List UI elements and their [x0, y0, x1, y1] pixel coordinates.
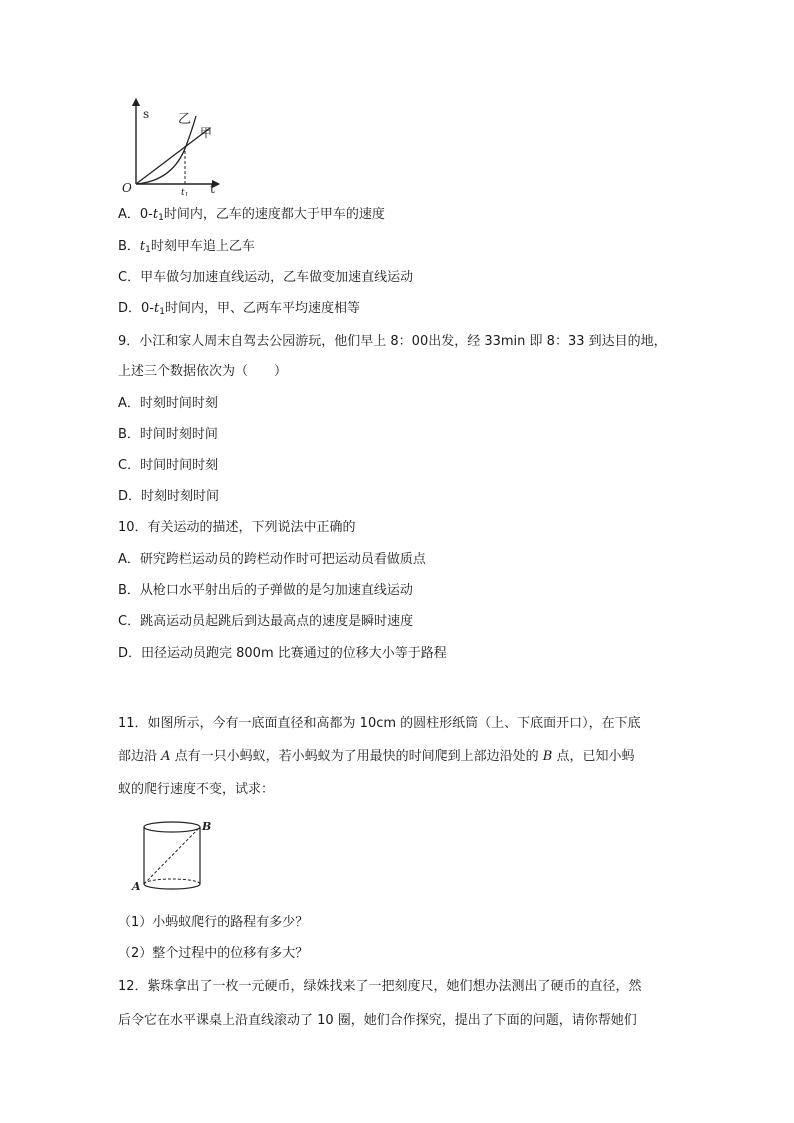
q10-option-a: A．研究跨栏运动员的跨栏动作时可把运动员看做质点	[118, 552, 426, 567]
q10-stem: 10．有关运动的描述，下列说法中正确的	[118, 520, 356, 535]
s-label: s	[143, 107, 150, 121]
q10-option-b: B．从枪口水平射出后的子弹做的是匀加速直线运动	[118, 583, 413, 598]
q11-stem-line-2: 部边沿 A 点有一只小蚂蚁，若小蚂蚁为了用最快的时间爬到上部边沿处的 B 点，已知小蚂	[118, 749, 635, 764]
cylinder-top	[144, 822, 200, 832]
q12-stem-line-2: 后令它在水平课桌上沿直线滚动了 10 圈，她们合作探究，提出了下面的问题，请你帮她们	[118, 1013, 637, 1028]
q10-option-d: D．田径运动员跑完 800m 比赛通过的位移大小等于路程	[118, 646, 447, 661]
q10-option-c: C．跳高运动员起跳后到达最高点的速度是瞬时速度	[118, 614, 414, 629]
cylinder-bottom-back	[144, 879, 200, 884]
q8-option-d: D．$0-t_1$时间内，甲、乙两车平均速度相等	[118, 301, 360, 317]
cylinder-figure	[128, 818, 228, 898]
q8-option-a: A．$0-t_1$时间内，乙车的速度都大于甲车的速度	[118, 207, 385, 223]
q9-option-c: C．时间时间时刻	[118, 458, 219, 473]
cylinder-bottom-front	[144, 884, 200, 889]
origin-label: O	[122, 181, 132, 195]
yi-label: 乙	[178, 112, 192, 127]
q8-option-c: C．甲车做匀加速直线运动，乙车做变加速直线运动	[118, 270, 414, 285]
q11-sub-1: （1）小蚂蚁爬行的路程有多少？	[118, 915, 309, 930]
q12-stem-line-1: 12．紫珠拿出了一枚一元硬币，绿姝找来了一把刻度尺，她们想办法测出了硬币的直径，然	[118, 979, 642, 994]
t1-label: $t_1$	[181, 188, 189, 196]
q9-stem-line-2: 上述三个数据依次为（ ）	[118, 364, 288, 379]
t-label: t	[210, 182, 215, 196]
cylinder-diagonal	[144, 827, 200, 884]
jia-line	[136, 126, 213, 184]
q9-option-d: D．时刻时刻时间	[118, 489, 220, 504]
point-a-label: A	[132, 880, 141, 893]
point-b-label: B	[202, 820, 212, 833]
q8-option-b: B．$t_1$时刻甲车追上乙车	[118, 239, 255, 255]
q9-stem-line-1: 9．小江和家人周末自驾去公园游玩，他们早上 8：00出发，经 33min 即 8：33 到达目的地，	[118, 334, 667, 349]
q9-option-b: B．时间时刻时间	[118, 427, 218, 442]
q11-stem-line-1: 11．如图所示，今有一底面直径和高都为 10cm 的圆柱形纸筒（上、下底面开口），在下底	[118, 716, 641, 731]
jia-label: 甲	[200, 126, 213, 140]
q11-stem-line-3: 蚁的爬行速度不变，试求：	[118, 782, 275, 797]
q9-option-a: A．时刻时间时刻	[118, 396, 218, 411]
q11-sub-2: （2）整个过程中的位移有多大？	[118, 946, 309, 961]
s-t-graph	[118, 96, 228, 196]
